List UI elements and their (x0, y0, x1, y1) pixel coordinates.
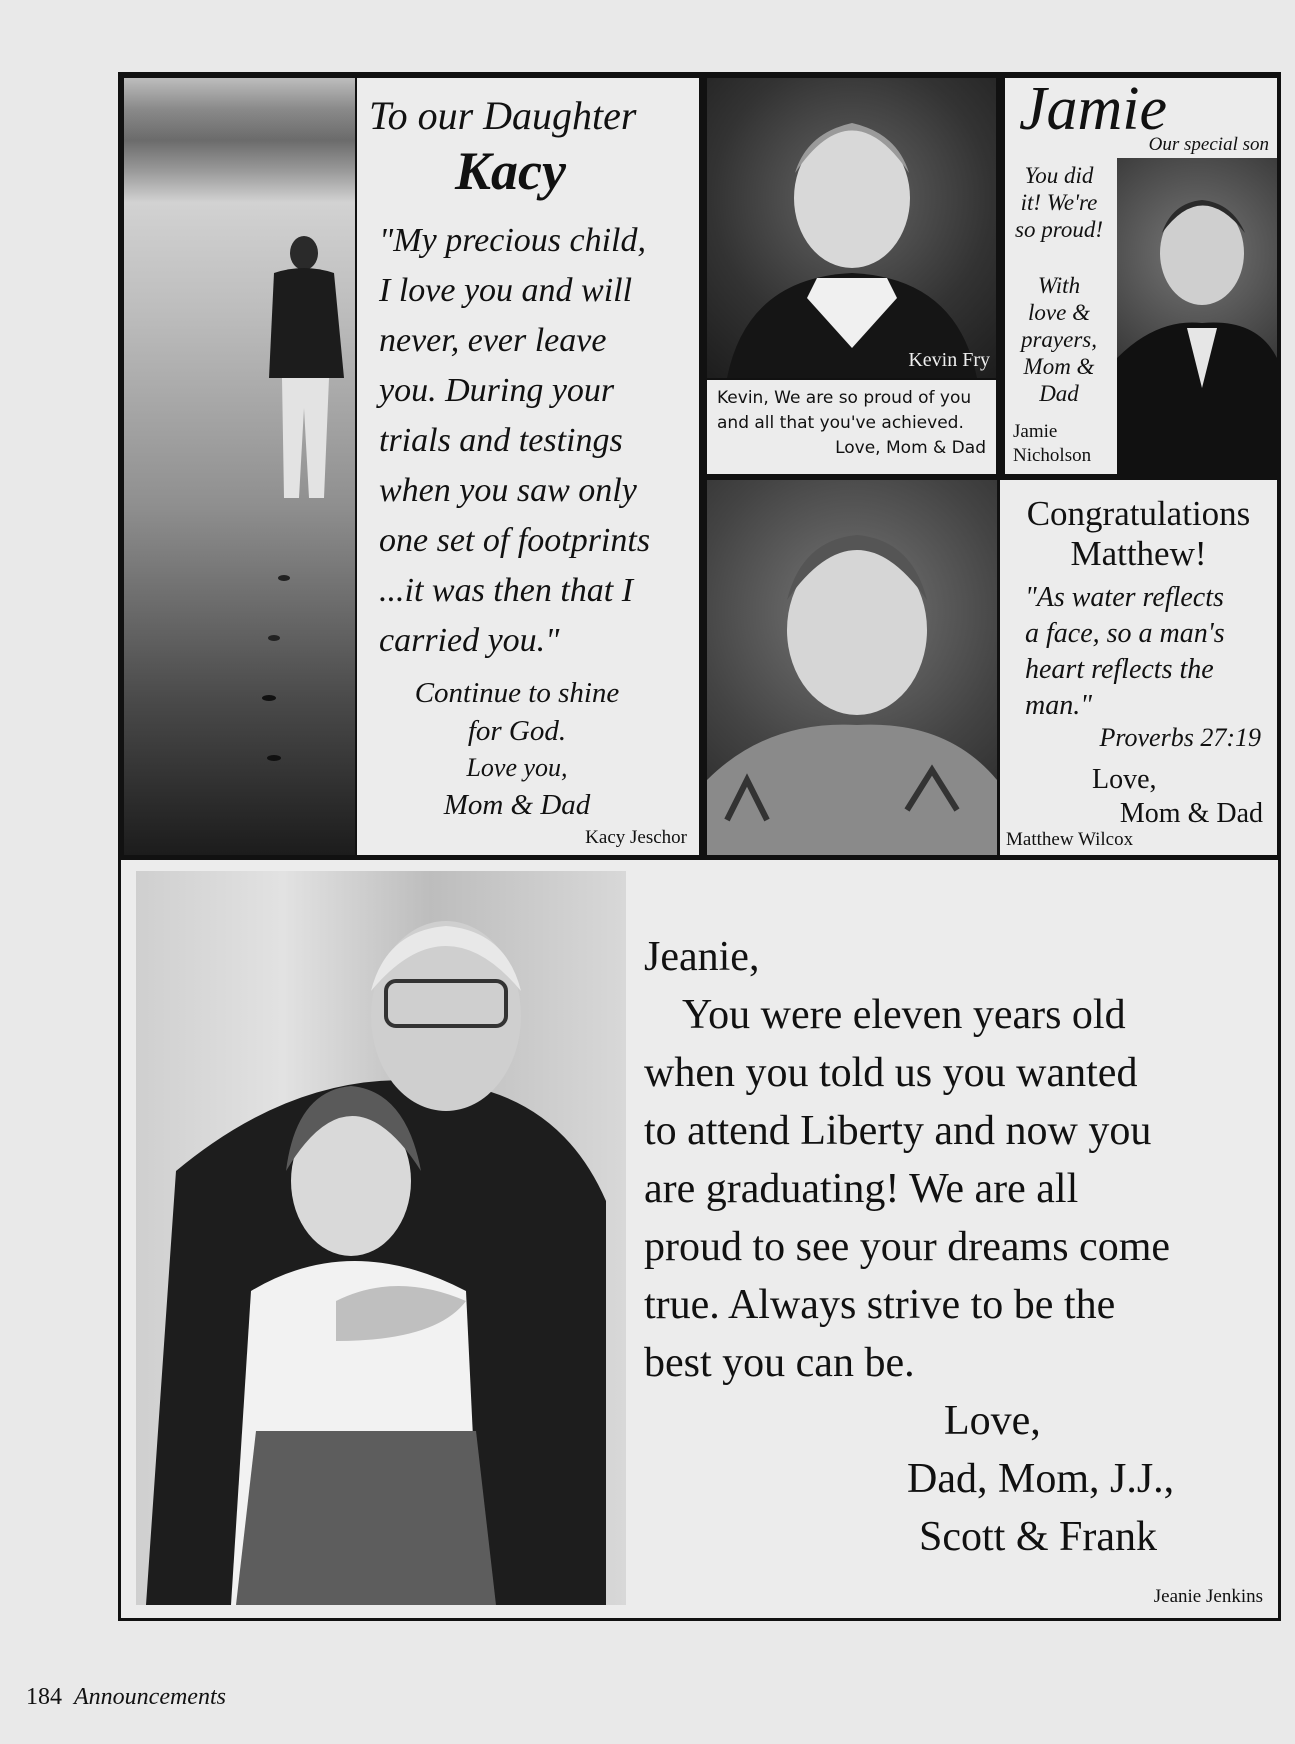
kacy-message-panel (357, 78, 699, 855)
matthew-title-line: Congratulations (1026, 494, 1251, 533)
matthew-portrait-illustration (707, 480, 997, 855)
kacy-closing-line: for God. (467, 715, 567, 747)
kevin-message-panel (707, 380, 996, 474)
kevin-message-line: Kevin, We are so proud of you (717, 388, 972, 408)
jamie-message-line: You did (1024, 163, 1094, 188)
matthew-quote-line: man." (1025, 690, 1092, 721)
kacy-closing (387, 674, 647, 824)
jeanie-message-line: to attend Liberty and now you (644, 1108, 1152, 1154)
kacy-closing-line: Continue to shine (414, 677, 620, 709)
matthew-quote-line: heart reflects the (1025, 654, 1214, 685)
kacy-message (379, 216, 699, 666)
jeanie-message-line: when you told us you wanted (644, 1050, 1138, 1096)
kacy-caption: Kacy Jeschor (585, 827, 687, 848)
jamie-closing-line: Mom & (1023, 354, 1095, 379)
kevin-portrait-illustration (707, 78, 996, 378)
jeanie-message-line: true. Always strive to be the (644, 1282, 1116, 1328)
jamie-closing (1005, 272, 1113, 407)
kevin-message-line: and all that you've achieved. (717, 413, 964, 433)
jeanie-closing-line: Scott & Frank (919, 1514, 1157, 1560)
kacy-message-line: when you saw only (379, 472, 637, 509)
jamie-caption (1013, 420, 1091, 468)
matthew-title-line: Matthew! (1070, 534, 1207, 573)
matthew-scripture-reference: Proverbs 27:19 (1099, 723, 1261, 752)
kacy-beach-photo (124, 78, 355, 855)
jamie-closing-line: With (1037, 273, 1081, 298)
jamie-subtitle: Our special son (1148, 134, 1269, 155)
kacy-message-line: never, ever leave (379, 322, 607, 359)
matthew-closing-line: Mom & Dad (1119, 798, 1263, 829)
jamie-message-line: so proud! (1015, 217, 1103, 242)
kevin-portrait-photo (707, 78, 996, 378)
matthew-message-panel (1000, 480, 1277, 855)
kevin-signoff: Love, Mom & Dad (835, 438, 986, 458)
kacy-message-line: one set of footprints (379, 522, 651, 559)
jeanie-message-line: best you can be. (644, 1340, 915, 1386)
jamie-portrait-illustration (1117, 158, 1277, 474)
jeanie-message-line: are graduating! We are all (644, 1166, 1079, 1212)
jamie-panel (1005, 75, 1277, 474)
page-footer (26, 1684, 226, 1711)
kacy-closing-line: Mom & Dad (443, 789, 591, 821)
jeanie-message-line: You were eleven years old (682, 992, 1126, 1038)
kacy-message-line: carried you." (379, 622, 560, 659)
jeanie-greeting: Jeanie, (644, 934, 760, 980)
section-name: Announcements (74, 1684, 226, 1710)
jamie-message (1005, 162, 1113, 243)
jamie-message-line: it! We're (1020, 190, 1098, 215)
matthew-quote-line: a face, so a man's (1025, 618, 1225, 649)
kacy-name: Kacy (455, 141, 566, 201)
jamie-closing-line: Dad (1039, 381, 1079, 406)
jeanie-message (644, 928, 1274, 1566)
kacy-closing-line: Love you, (466, 753, 568, 782)
jamie-closing-line: love & (1028, 300, 1090, 325)
jamie-caption-line: Nicholson (1013, 445, 1092, 466)
matthew-caption: Matthew Wilcox (1006, 829, 1134, 850)
matthew-title (1000, 494, 1277, 574)
jeanie-photo (136, 871, 626, 1605)
jamie-caption-line: Jamie (1013, 421, 1058, 442)
kacy-walking-figure-illustration (124, 78, 355, 855)
matthew-closing-line: Love, (1092, 764, 1157, 795)
matthew-portrait-photo (707, 480, 997, 855)
kacy-message-line: "My precious child, (379, 222, 647, 259)
matthew-quote (1025, 580, 1275, 724)
jeanie-closing-line: Dad, Mom, J.J., (907, 1456, 1175, 1502)
jamie-name: Jamie (1019, 75, 1168, 143)
kacy-heading: To our Daughter (369, 93, 637, 138)
kacy-message-line: you. During your (379, 372, 615, 409)
kevin-photo-caption: Kevin Fry (908, 349, 990, 371)
kacy-message-line: trials and testings (379, 422, 623, 459)
jeanie-closing-line: Love, (944, 1398, 1041, 1444)
kacy-message-line: ...it was then that I (379, 572, 634, 609)
jeanie-photo-illustration (136, 871, 626, 1605)
jeanie-caption: Jeanie Jenkins (1153, 1586, 1263, 1607)
matthew-quote-line: "As water reflects (1025, 582, 1224, 613)
matthew-closing (1000, 763, 1277, 831)
jamie-portrait-photo (1117, 158, 1277, 474)
jamie-closing-line: prayers, (1020, 327, 1098, 352)
page-number: 184 (26, 1684, 62, 1710)
kacy-message-line: I love you and will (379, 272, 633, 309)
jeanie-message-line: proud to see your dreams come (644, 1224, 1171, 1270)
